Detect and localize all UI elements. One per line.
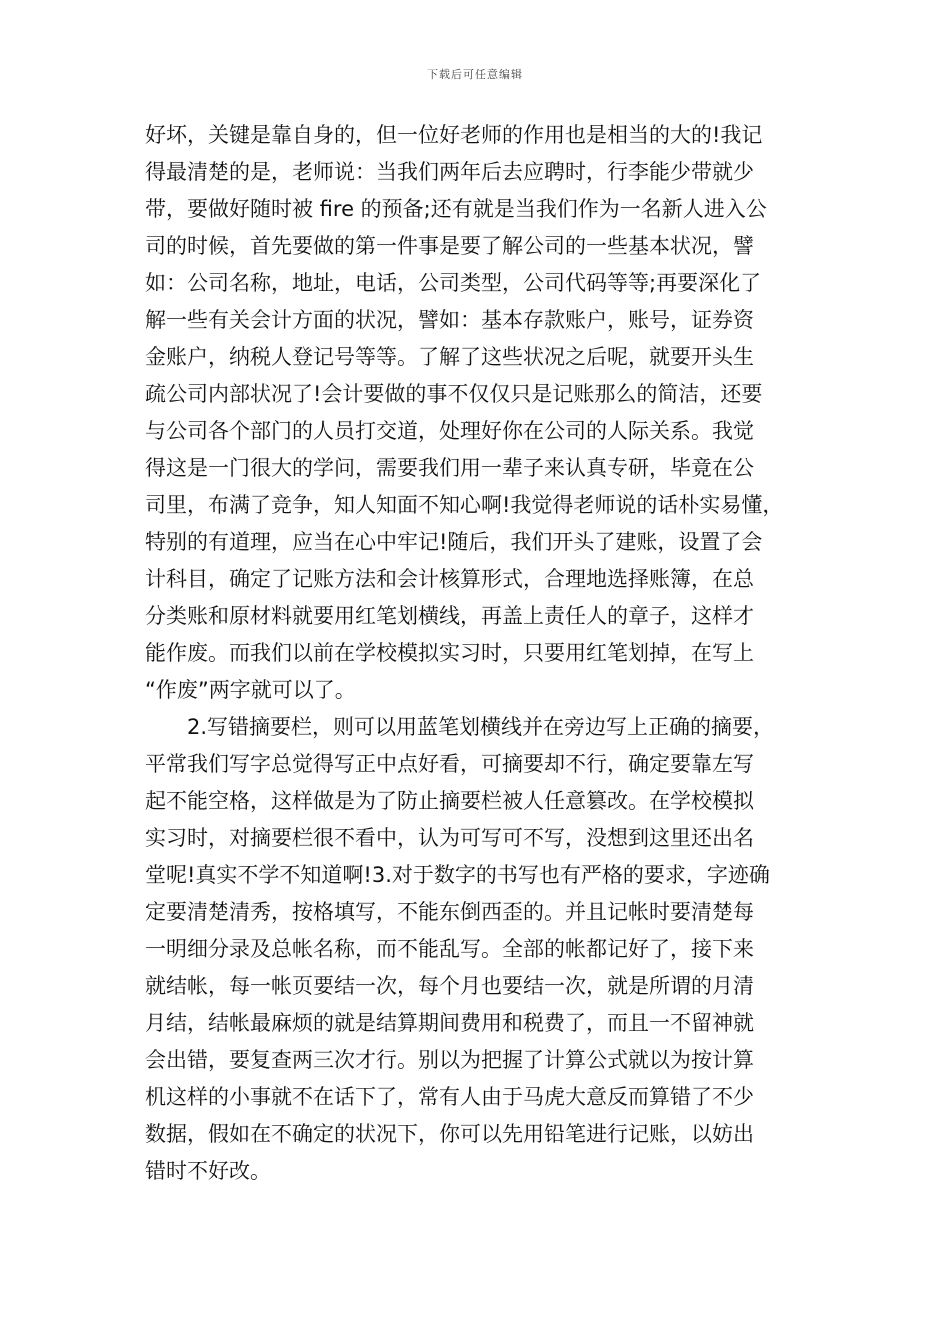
text-line: 堂呢!真实不学不知道啊!3.对于数字的书写也有严格的要求，字迹确 [145, 863, 770, 887]
text-line: 能作废。而我们以前在学校模拟实习时，只要用红笔划掉，在写上 [145, 641, 754, 665]
text-line: 一明细分录及总帐名称，而不能乱写。全部的帐都记好了，接下来 [145, 937, 754, 961]
text-line: 司里，布满了竞争，知人知面不知心啊!我觉得老师说的话朴实易懂， [145, 493, 784, 517]
text-line: 疏公司内部状况了!会计要做的事不仅仅只是记账那么的简洁，还要 [145, 382, 763, 406]
text-line: 数据，假如在不确定的状况下，你可以先用铅笔进行记账，以妨出 [145, 1122, 754, 1146]
text-line: 机这样的小事就不在话下了，常有人由于马虎大意反而算错了不少 [145, 1085, 754, 1109]
text-line: 会出错，要复查两三次才行。别以为把握了计算公式就以为按计算 [145, 1048, 754, 1072]
document-body [145, 117, 820, 1190]
text-line: “作废”两字就可以了。 [145, 678, 356, 702]
paragraph-start-line: 2.写错摘要栏，则可以用蓝笔划横线并在旁边写上正确的摘要， [187, 715, 775, 739]
text-line: 实习时，对摘要栏很不看中，认为可写可不写，没想到这里还出名 [145, 826, 754, 850]
text-line: 分类账和原材料就要用红笔划横线，再盖上责任人的章子，这样才 [145, 604, 754, 628]
text-line: 解一些有关会计方面的状况，譬如：基本存款账户，账号，证券资 [145, 308, 754, 332]
page-header-note: 下载后可任意编辑 [427, 68, 523, 81]
text-line: 起不能空格，这样做是为了防止摘要栏被人任意篡改。在学校模拟 [145, 789, 754, 813]
text-line: 就结帐，每一帐页要结一次，每个月也要结一次，就是所谓的月清 [145, 974, 754, 998]
text-line: 平常我们写字总觉得写正中点好看，可摘要却不行，确定要靠左写 [145, 752, 754, 776]
text-line: 特别的有道理，应当在心中牢记!随后，我们开头了建账，设置了会 [145, 530, 763, 554]
text-line: 错时不好改。 [145, 1159, 271, 1183]
text-line: 金账户，纳税人登记号等等。了解了这些状况之后呢，就要开头生 [145, 345, 754, 369]
text-line: 得这是一门很大的学问，需要我们用一辈子来认真专研，毕竟在公 [145, 456, 754, 480]
text-line: 计科目，确定了记账方法和会计核算形式，合理地选择账簿，在总 [145, 567, 754, 591]
text-line: 月结，结帐最麻烦的就是结算期间费用和税费了，而且一不留神就 [145, 1011, 754, 1035]
text-line: 司的时候，首先要做的第一件事是要了解公司的一些基本状况，譬 [145, 234, 754, 258]
text-line: 好坏，关键是靠自身的，但一位好老师的作用也是相当的大的!我记 [145, 123, 763, 147]
text-line: 定要清楚清秀，按格填写，不能东倒西歪的。并且记帐时要清楚每 [145, 900, 754, 924]
text-line: 带，要做好随时被 fire 的预备;还有就是当我们作为一名新人进入公 [145, 197, 767, 221]
text-line: 得最清楚的是，老师说：当我们两年后去应聘时，行李能少带就少 [145, 160, 754, 184]
text-line: 与公司各个部门的人员打交道，处理好你在公司的人际关系。我觉 [145, 419, 754, 443]
text-line: 如：公司名称，地址，电话，公司类型，公司代码等等;再要深化了 [145, 271, 762, 295]
